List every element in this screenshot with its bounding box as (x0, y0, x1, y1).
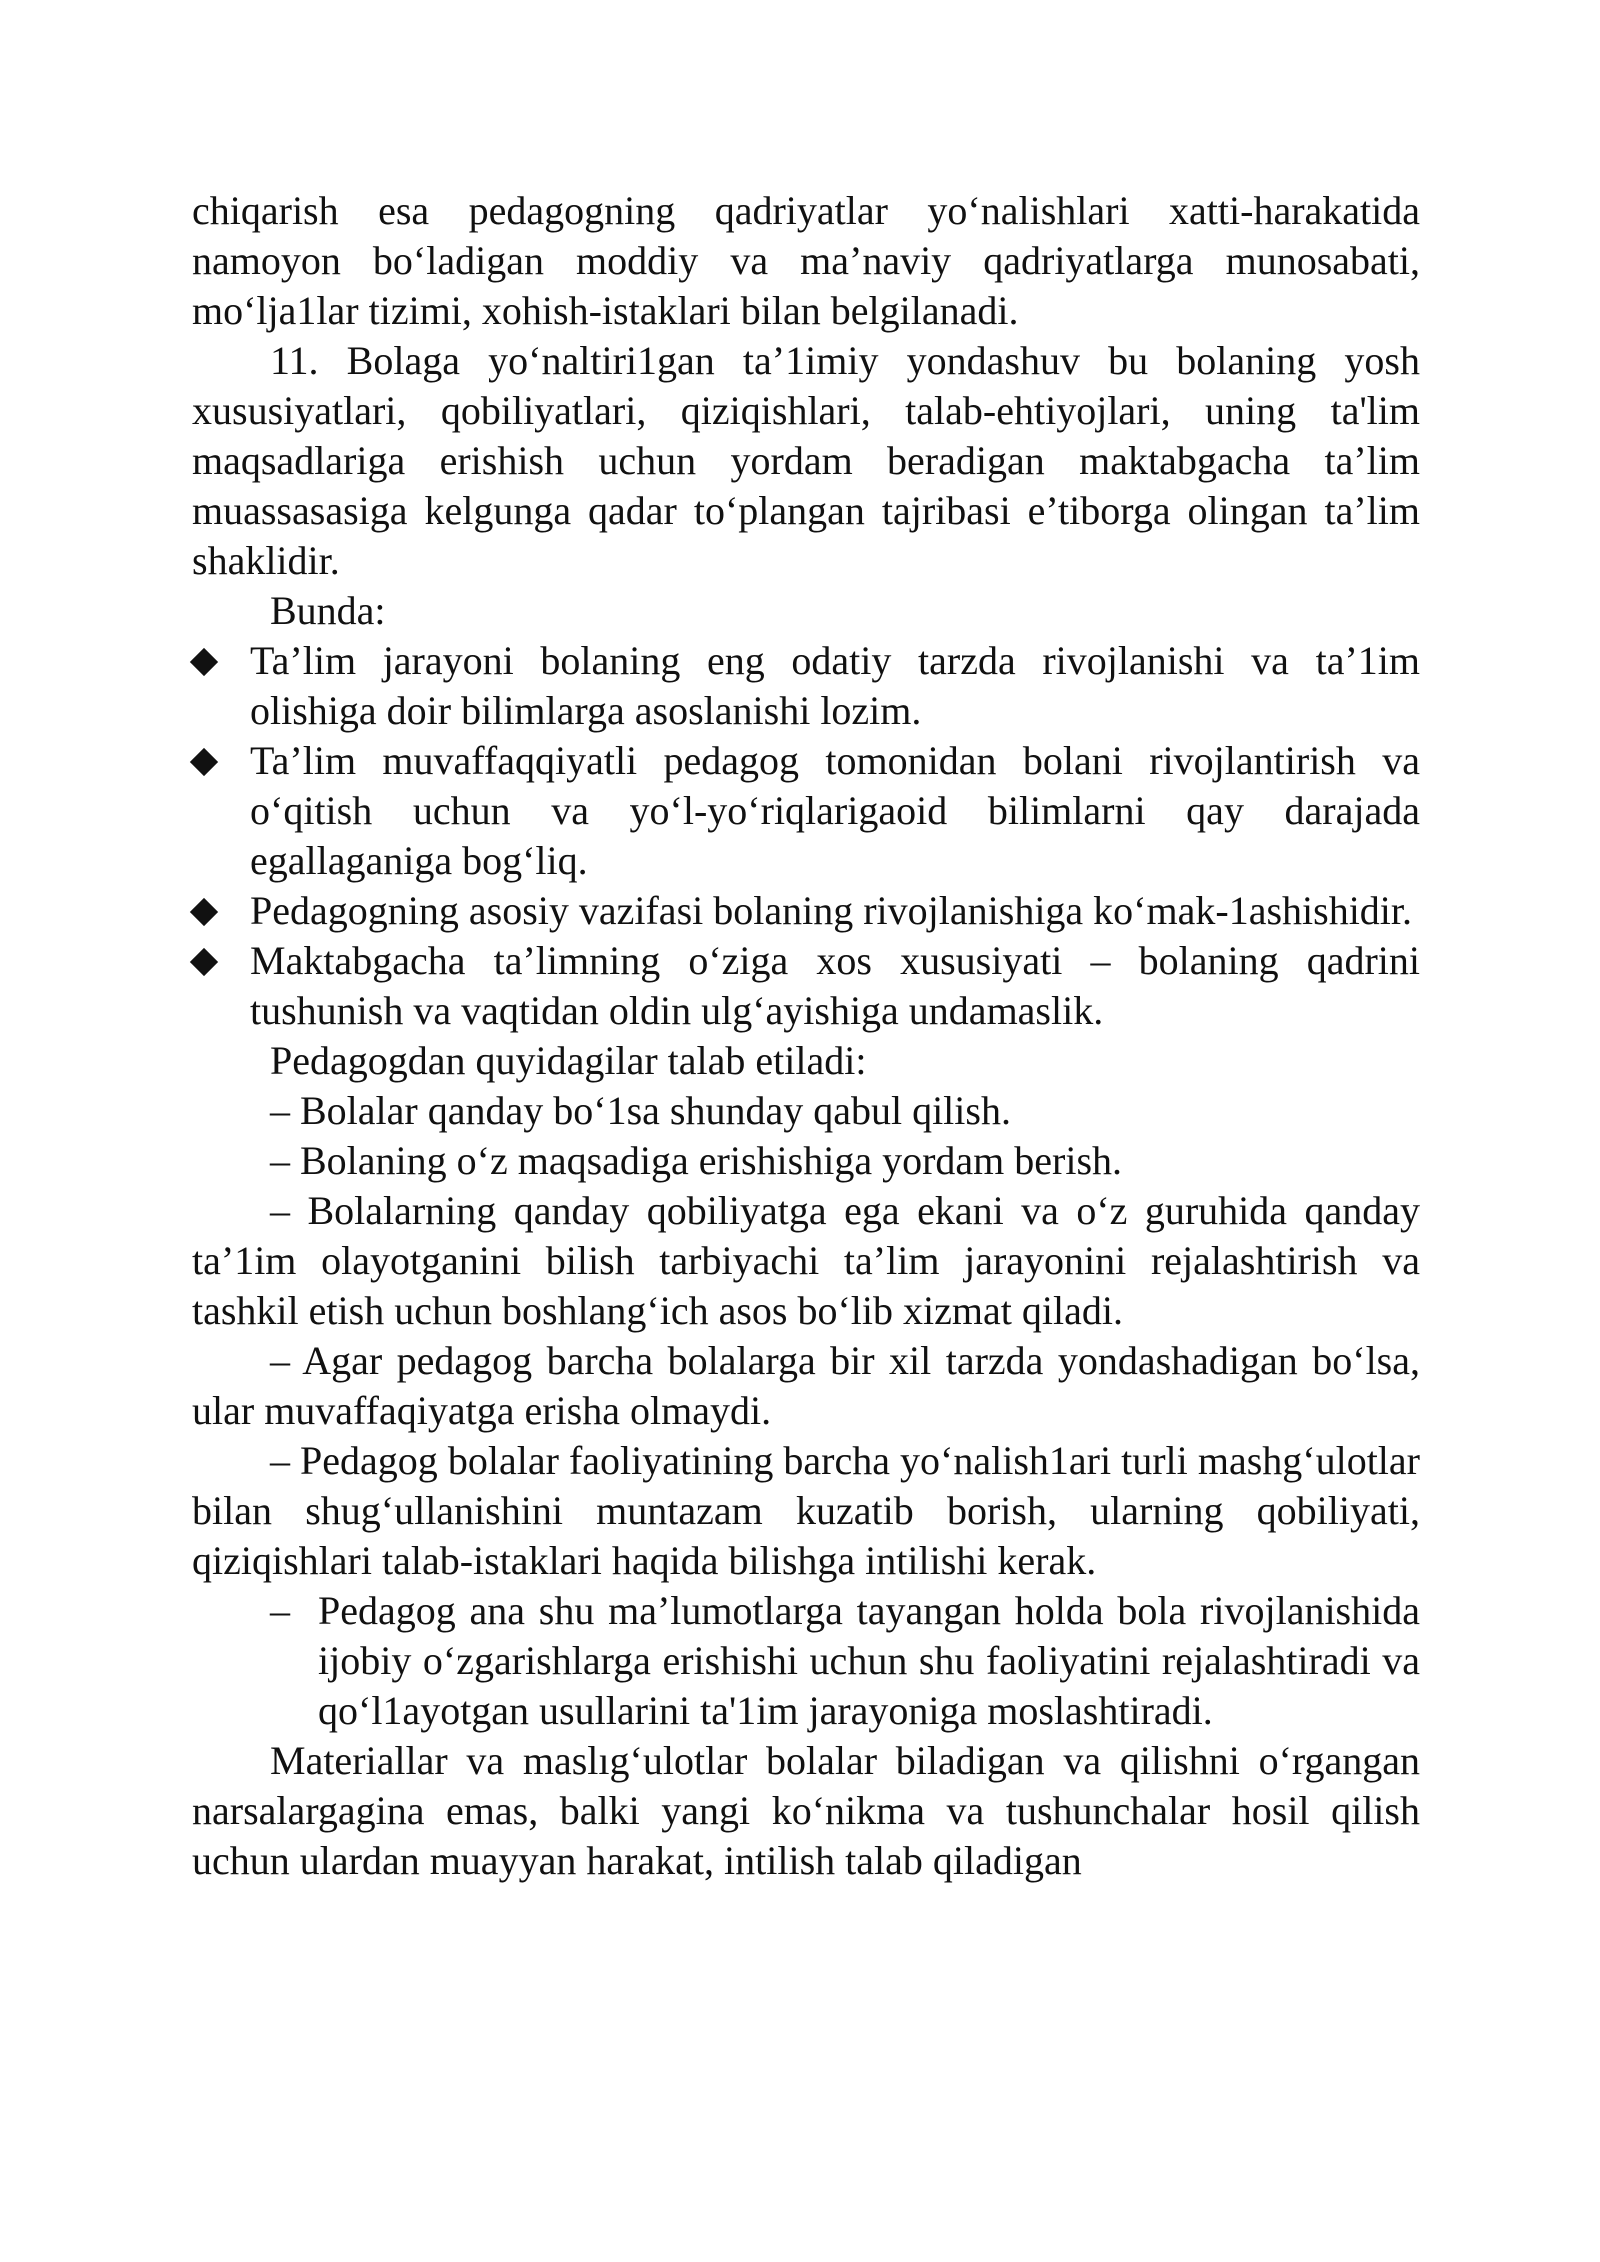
bullet-text: Maktabgacha ta’limning o‘ziga xos xususiyati – bolaning qadrini tushunish va vaqtidan oldin ulg‘ayishiga undamaslik. (250, 938, 1420, 1033)
requirement-item: – Pedagog bolalar faoliyatining barcha yo‘nalish1ari turli mashg‘ulotlar bilan shug‘ullanishini muntazam kuzatib borish, ularning qobiliyati, qiziqishlari talab-istaklari haqida bilishga intilishi kerak. (192, 1438, 1420, 1583)
paragraph-section-11: 11. Bolaga yo‘naltiri1gan ta’1imiy yondashuv bu bolaning yosh xususiyatlari, qobiliyatlari, qiziqishlari, talab-ehtiyojlari, uning ta'lim maqsadlariga erishish uchun yordam beradigan maktabgacha ta’lim muassasasiga kelgunga qadar to‘plangan tajribasi e’tiborga olingan ta’lim shaklidir. (192, 338, 1420, 583)
requirements-intro: Pedagogdan quyidagilar talab etiladi: (270, 1038, 867, 1083)
document-page (192, 186, 1420, 1886)
bullet-text: Ta’lim muvaffaqqiyatli pedagog tomonidan bolani rivojlantirish va o‘qitish uchun va yo‘l-yo‘riqlarigaoid bilimlarni qay darajada egallaganiga bog‘liq. (250, 738, 1420, 883)
paragraph-continuation: chiqarish esa pedagogning qadriyatlar yo‘nalishlari xatti-harakatida namoyon bo‘ladigan moddiy va ma’naviy qadriyatlarga munosabati, mo‘lja1lar tizimi, xohish-istaklari bilan belgilanadi. (192, 188, 1420, 333)
diamond-bullet-icon (190, 648, 218, 676)
requirement-item: – Bolalar qanday bo‘1sa shunday qabul qilish. (270, 1088, 1011, 1133)
diamond-bullet-icon (190, 948, 218, 976)
bullet-item (192, 886, 1420, 936)
requirement-item: – Bolaning o‘z maqsadiga erishishiga yordam berish. (270, 1138, 1123, 1183)
paragraph-bunda: Bunda: (270, 588, 386, 633)
bullet-text: Ta’lim jarayoni bolaning eng odatiy tarzda rivojlanishi va ta’1im olishiga doir bilimlarga asoslanishi lozim. (250, 638, 1420, 733)
diamond-bullet-icon (190, 748, 218, 776)
diamond-bullet-icon (190, 898, 218, 926)
requirement-item: – Bolalarning qanday qobiliyatga ega ekani va o‘z guruhida qanday ta’1im olayotganini bilish tarbiyachi ta’lim jarayonini rejalashtirish va tashkil etish uchun boshlang‘ich asos bo‘lib xizmat qiladi. (192, 1188, 1420, 1333)
closing-paragraph: Materiallar va maslıg‘ulotlar bolalar biladigan va qilishni o‘rgangan narsalargagina emas, balki yangi ko‘nikma va tushunchalar hosil qilish uchun ulardan muayyan harakat, intilish talab qiladigan (192, 1738, 1420, 1883)
requirement-hanging-item (192, 1586, 1420, 1736)
bullet-text: Pedagogning asosiy vazifasi bolaning rivojlanishiga ko‘mak-1ashishidir. (250, 888, 1413, 933)
requirement-item: – Agar pedagog barcha bolalarga bir xil tarzda yondashadigan bo‘lsa, ular muvaffaqiyatga erisha olmaydi. (192, 1338, 1420, 1433)
bullet-item (192, 936, 1420, 1036)
hanging-item-text: Pedagog ana shu ma’lumotlarga tayangan holda bola rivojlanishida ijobiy o‘zgarishlarga erishishi uchun shu faoliyatini rejalashtiradi va qo‘l1ayotgan usullarini ta'1im jarayoniga moslashtiradi. (318, 1588, 1420, 1733)
dash-marker: – (270, 1588, 290, 1633)
bullet-item (192, 736, 1420, 886)
bullet-item (192, 636, 1420, 736)
